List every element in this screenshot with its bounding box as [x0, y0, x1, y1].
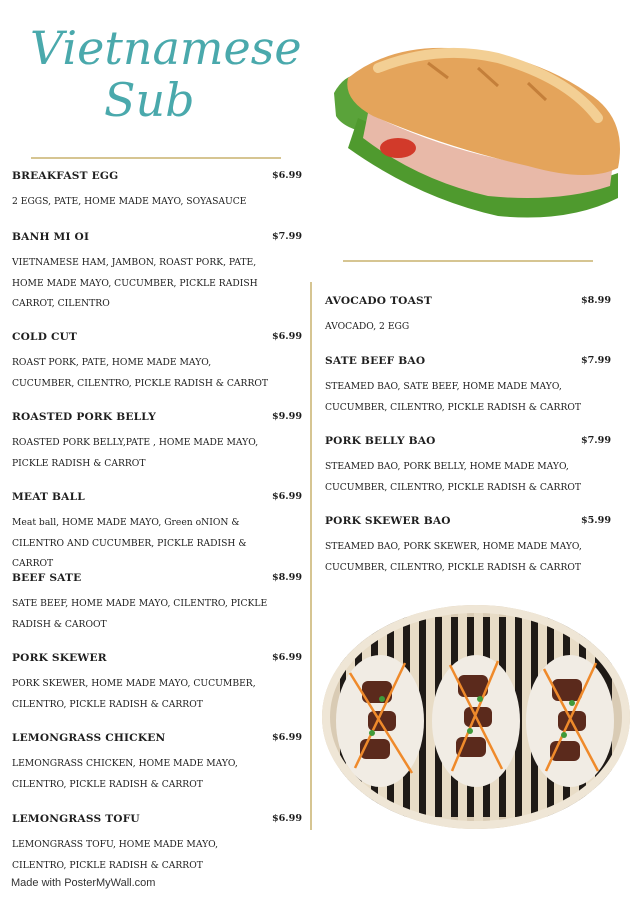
item-price: $5.99: [580, 515, 611, 526]
item-price: $6.99: [271, 170, 302, 181]
item-price: $6.99: [271, 652, 302, 663]
item-description: STEAMED BAO, PORK BELLY, HOME MADE MAYO, CUCUMBER, CILENTRO, PICKLE RADISH & CARROT: [325, 461, 582, 493]
left-menu-column: [12, 0, 302, 880]
item-name: BEEF SATE: [12, 572, 82, 584]
divider-vertical: [310, 282, 312, 830]
title-line-1: Vietnamese: [30, 21, 302, 75]
bao-buns-image: [320, 603, 632, 831]
item-price: $8.99: [271, 572, 302, 583]
item-description: 2 EGGS, PATE, HOME MADE MAYO, SOYASAUCE: [12, 196, 247, 207]
item-price: $6.99: [271, 331, 302, 342]
item-description: ROASTED PORK BELLY,PATE , HOME MADE MAYO, PICKLE RADISH & CARROT: [12, 437, 259, 469]
item-price: $7.99: [271, 231, 302, 242]
item-description: Meat ball, HOME MADE MAYO, Green oNION & CILENTRO AND CUCUMBER, PICKLE RADISH & CARROT: [12, 517, 247, 569]
item-description: STEAMED BAO, PORK SKEWER, HOME MADE MAYO, CUCUMBER, CILENTRO, PICKLE RADISH & CARROT: [325, 541, 582, 573]
item-price: $7.99: [580, 435, 611, 446]
item-description: SATE BEEF, HOME MADE MAYO, CILENTRO, PICKLE RADISH & CAROOT: [12, 598, 268, 630]
item-description: AVOCADO, 2 EGG: [325, 321, 410, 332]
item-name: SATE BEEF BAO: [325, 355, 426, 367]
item-name: PORK BELLY BAO: [325, 435, 436, 447]
footer-credit: Made with PosterMyWall.com: [11, 877, 156, 889]
item-description: ROAST PORK, PATE, HOME MADE MAYO, CUCUMBER, CILENTRO, PICKLE RADISH & CARROT: [12, 357, 269, 389]
item-description: LEMONGRASS CHICKEN, HOME MADE MAYO, CILENTRO, PICKLE RADISH & CARROT: [12, 758, 238, 790]
item-price: $7.99: [580, 355, 611, 366]
item-name: ROASTED PORK BELLY: [12, 411, 157, 423]
item-description: VIETNAMESE HAM, JAMBON, ROAST PORK, PATE, HOME MADE MAYO, CUCUMBER, PICKLE RADISH CARROT, CILENTRO: [12, 257, 258, 309]
item-name: BANH MI OI: [12, 231, 90, 243]
item-description: STEAMED BAO, SATE BEEF, HOME MADE MAYO, CUCUMBER, CILENTRO, PICKLE RADISH & CARROT: [325, 381, 582, 413]
item-price: $6.99: [271, 813, 302, 824]
item-name: BREAKFAST EGG: [12, 170, 119, 182]
item-name: COLD CUT: [12, 331, 78, 343]
item-name: AVOCADO TOAST: [325, 295, 432, 307]
item-name: MEAT BALL: [12, 491, 85, 503]
item-name: PORK SKEWER: [12, 652, 107, 664]
item-name: LEMONGRASS TOFU: [12, 813, 140, 825]
title-line-2: Sub: [104, 73, 195, 127]
item-price: $6.99: [271, 732, 302, 743]
item-price: $9.99: [271, 411, 302, 422]
item-description: LEMONGRASS TOFU, HOME MADE MAYO, CILENTRO, PICKLE RADISH & CARROT: [12, 839, 219, 871]
item-name: LEMONGRASS CHICKEN: [12, 732, 166, 744]
item-description: PORK SKEWER, HOME MADE MAYO, CUCUMBER, CILENTRO, PICKLE RADISH & CARROT: [12, 678, 256, 710]
item-price: $6.99: [271, 491, 302, 502]
item-price: $8.99: [580, 295, 611, 306]
item-name: PORK SKEWER BAO: [325, 515, 451, 527]
right-menu-column: [325, 0, 611, 600]
